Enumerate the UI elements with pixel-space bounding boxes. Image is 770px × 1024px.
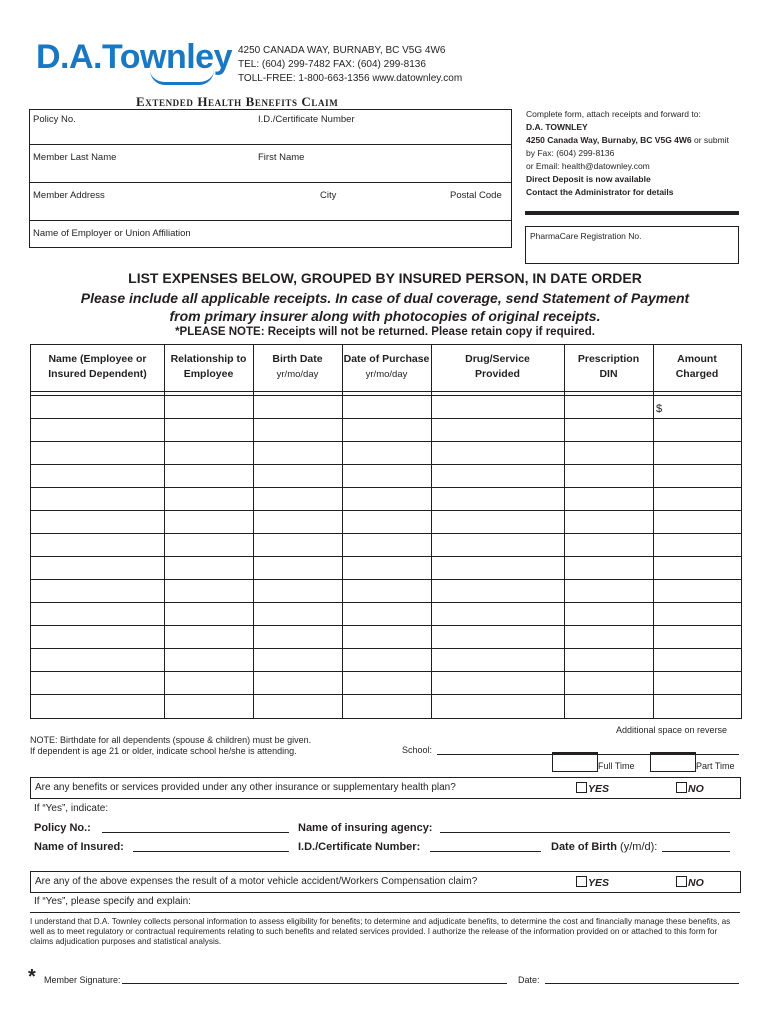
coverage-no-option[interactable]: NO [676, 782, 704, 795]
submission-info [526, 108, 741, 199]
column-header-name: Name (Employee or Insured Dependent) [48, 353, 147, 380]
other-coverage-question: Are any benefits or services provided under any other insurance or supplementary health plan? [35, 782, 456, 793]
logo-swoosh [150, 70, 214, 85]
note-line: If dependent is age 21 or older, indicate school he/she is attending. [30, 746, 297, 756]
name-insured-input[interactable] [133, 851, 289, 852]
certificate-label: I.D./Certificate Number [258, 114, 355, 125]
submit-company: D.A. TOWNLEY [526, 122, 588, 132]
column-header-drug-service: Drug/Service Provided [465, 353, 530, 380]
if-yes-indicate: If “Yes”, indicate: [34, 803, 109, 814]
signature-input[interactable] [122, 983, 507, 984]
company-logo: D.A.Townley [36, 38, 232, 76]
insuring-agency-label: Name of insuring agency: [298, 822, 433, 834]
divider [30, 912, 740, 913]
employer-label: Name of Employer or Union Affiliation [33, 228, 191, 239]
contact-admin-note: Contact the Administrator for details [526, 187, 674, 197]
other-policy-label: Policy No.: [34, 822, 91, 834]
divider-bar [525, 211, 739, 215]
coverage-yes-option[interactable]: YES [576, 782, 609, 795]
column-header-din: Prescription DIN [577, 353, 640, 380]
instructions-subheading [0, 289, 770, 325]
instructions-line: Please include all applicable receipts. In case of dual coverage, send Statement of Payment [80, 290, 690, 306]
pharmacare-label: PharmaCare Registration No. [530, 231, 642, 241]
accident-question-box [30, 871, 741, 893]
other-coverage-question-box [30, 777, 741, 799]
last-name-label: Member Last Name [33, 152, 117, 163]
policy-no-label: Policy No. [33, 114, 76, 125]
postal-code-label: Postal Code [450, 190, 502, 201]
member-info-box [29, 109, 512, 248]
instructions-line: from primary insurer along with photocopies of original receipts. [169, 308, 601, 324]
submit-email: or Email: health@datownley.com [526, 161, 650, 171]
expense-table [30, 344, 742, 719]
phone-line: TEL: (604) 299-7482 FAX: (604) 299-8136 [238, 59, 426, 70]
date-label: Date: [518, 975, 540, 985]
submit-address: 4250 Canada Way, Burnaby, BC V5G 4W6 [526, 135, 692, 145]
column-header-purchase-date: Date of Purchase yr/mo/day [343, 353, 430, 380]
city-label: City [320, 190, 337, 201]
accident-no-option[interactable]: NO [676, 876, 704, 889]
asterisk-icon: * [28, 966, 36, 988]
dob-input[interactable] [662, 851, 730, 852]
tollfree-line: TOLL-FREE: 1-800-663-1356 www.datownley.com [238, 73, 463, 84]
company-address [238, 44, 462, 86]
submit-or: or submit [691, 135, 729, 145]
accident-yes-option[interactable]: YES [576, 876, 609, 889]
form-title: Extended Health Benefits Claim [136, 94, 339, 109]
part-time-checkbox[interactable] [650, 752, 696, 772]
checkbox-icon [676, 782, 687, 793]
address-label: Member Address [33, 190, 105, 201]
checkbox-icon [676, 876, 687, 887]
other-certificate-label: I.D./Certificate Number: [298, 841, 421, 853]
school-label: School: [402, 745, 433, 755]
checkbox-icon [576, 876, 587, 887]
signature-label: Member Signature: [44, 975, 121, 985]
address-line: 4250 CANADA WAY, BURNABY, BC V5G 4W6 [238, 45, 446, 56]
other-policy-input[interactable] [102, 832, 289, 833]
checkbox-icon [576, 782, 587, 793]
receipts-note: *PLEASE NOTE: Receipts will not be returned. Please retain copy if required. [175, 326, 595, 338]
accident-question: Are any of the above expenses the result of a motor vehicle accident/Workers Compensation claim? [35, 876, 478, 887]
accident-explain-label: If “Yes”, please specify and explain: [34, 896, 191, 907]
full-time-label: Full Time [598, 761, 635, 771]
date-input[interactable] [545, 983, 739, 984]
part-time-label: Part Time [696, 761, 735, 771]
additional-space-note: Additional space on reverse [616, 725, 728, 735]
consent-statement: I understand that D.A. Townley collects personal information to assess eligibility for benefits; to determine and adjudicate benefits, to determine the cost and financially manage these benefits, as well as to meet regulatory or contractual requirements relating to such benefits and related services provided. I authorize the release of the information provided on or attached to this form for claims adjudication purposes and statistical analysis. [30, 917, 731, 946]
full-time-checkbox[interactable] [552, 752, 598, 772]
column-header-birth-date: Birth Date yr/mo/day [272, 353, 323, 380]
submit-fax: by Fax: (604) 299-8136 [526, 148, 615, 158]
dependent-note [30, 735, 311, 757]
note-line: NOTE: Birthdate for all dependents (spouse & children) must be given. [30, 735, 312, 745]
column-header-amount: Amount Charged [675, 353, 719, 380]
name-insured-label: Name of Insured: [34, 841, 124, 853]
other-certificate-input[interactable] [430, 851, 541, 852]
column-header-relationship: Relationship to Employee [170, 353, 247, 380]
dob-label: Date of Birth (y/m/d): [551, 841, 658, 853]
direct-deposit-note: Direct Deposit is now available [526, 174, 651, 184]
submit-line: Complete form, attach receipts and forward to: [526, 109, 701, 119]
first-name-label: First Name [258, 152, 305, 163]
pharmacare-field[interactable] [525, 226, 739, 264]
currency-symbol: $ [656, 403, 663, 415]
instructions-heading: LIST EXPENSES BELOW, GROUPED BY INSURED PERSON, IN DATE ORDER [128, 270, 642, 286]
insuring-agency-input[interactable] [440, 832, 730, 833]
